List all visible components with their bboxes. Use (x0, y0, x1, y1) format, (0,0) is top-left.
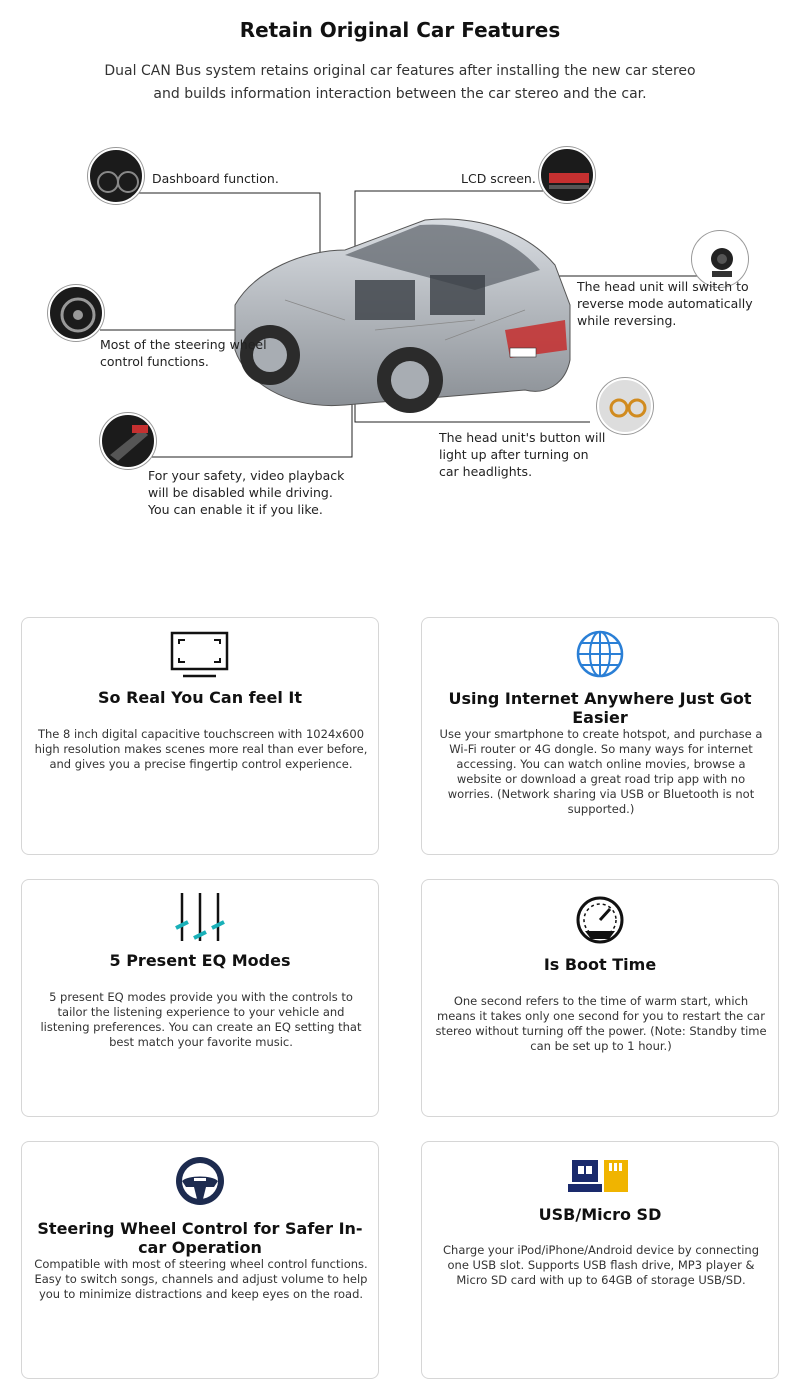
feature-body: One second refers to the time of warm start, which means it takes only one second for you to restart the car stereo without turning off the power. (Note: Standby time can be set up to 1 hour.) (435, 994, 767, 1053)
car-features-diagram (0, 130, 800, 530)
feature-body: Compatible with most of steering wheel control functions. Easy to switch songs, channels and adjust volume to help you to minimize distractions and keep eyes on the road. (34, 1257, 368, 1301)
feature-card-internet (421, 617, 779, 855)
dashboard-thumbnail (88, 148, 144, 204)
steering-buttons-thumbnail (48, 285, 104, 341)
page-title: Retain Original Car Features (239, 18, 561, 42)
feature-card-steering (21, 1141, 379, 1379)
callout-dashboard: Dashboard function. (152, 171, 279, 186)
feature-card-usb (421, 1141, 779, 1379)
feature-body: Charge your iPod/iPhone/Android device by connecting one USB slot. Supports USB flash drive, MP3 player & Micro SD card with up to 64GB of storage USB/SD. (443, 1243, 759, 1287)
feature-card-boot (421, 879, 779, 1117)
feature-title: Is Boot Time (543, 955, 657, 974)
feature-title: Steering Wheel Control for Safer In-car Operation (37, 1219, 363, 1257)
headlight-buttons-thumbnail (597, 378, 653, 434)
feature-card-screen (21, 617, 379, 855)
feature-card-eq (21, 879, 379, 1117)
steering-wheel-icon (22, 1155, 378, 1207)
feature-title: Using Internet Anywhere Just Got Easier (448, 689, 752, 727)
callout-lcd: LCD screen. (461, 171, 536, 186)
feature-title: USB/Micro SD (538, 1205, 662, 1224)
feature-body: Use your smartphone to create hotspot, and purchase a Wi-Fi router or 4G dongle. So many ways for internet accessing. You can watch online movies, browse a website or download a great road trip app with no worries. (Network sharing via USB or Bluetooth is not supported.) (439, 727, 763, 816)
car-illustration (225, 210, 585, 420)
callout-steering: Most of the steering wheel control functions. (100, 337, 267, 369)
feature-body: The 8 inch digital capacitive touchscreen with 1024x600 high resolution makes scenes more real than ever before, and gives you a precise fingertip control experience. (34, 727, 368, 771)
feature-title: So Real You Can feel It (98, 688, 302, 707)
feature-title: 5 Present EQ Modes (109, 951, 291, 970)
screen-icon (22, 630, 378, 680)
speedometer-icon (422, 895, 778, 945)
globe-icon (422, 629, 778, 679)
usb-sd-icon (422, 1156, 778, 1196)
page-subtitle: Dual CAN Bus system retains original car features after installing the new car stereo and builds information interaction between the car stereo and the car. (104, 63, 696, 102)
feature-body: 5 present EQ modes provide you with the controls to tailor the listening experience to your vehicle and listening preferences. You can create an EQ setting that best match your favorite music. (40, 990, 362, 1049)
callout-reverse: The head unit will switch to reverse mode automatically while reversing. (577, 279, 753, 328)
callout-headlights: The head unit's button will light up after turning on car headlights. (439, 430, 606, 479)
handbrake-thumbnail (100, 413, 156, 469)
equalizer-icon (22, 891, 378, 943)
callout-safety: For your safety, video playback will be disabled while driving. You can enable it if you like. (148, 468, 345, 517)
